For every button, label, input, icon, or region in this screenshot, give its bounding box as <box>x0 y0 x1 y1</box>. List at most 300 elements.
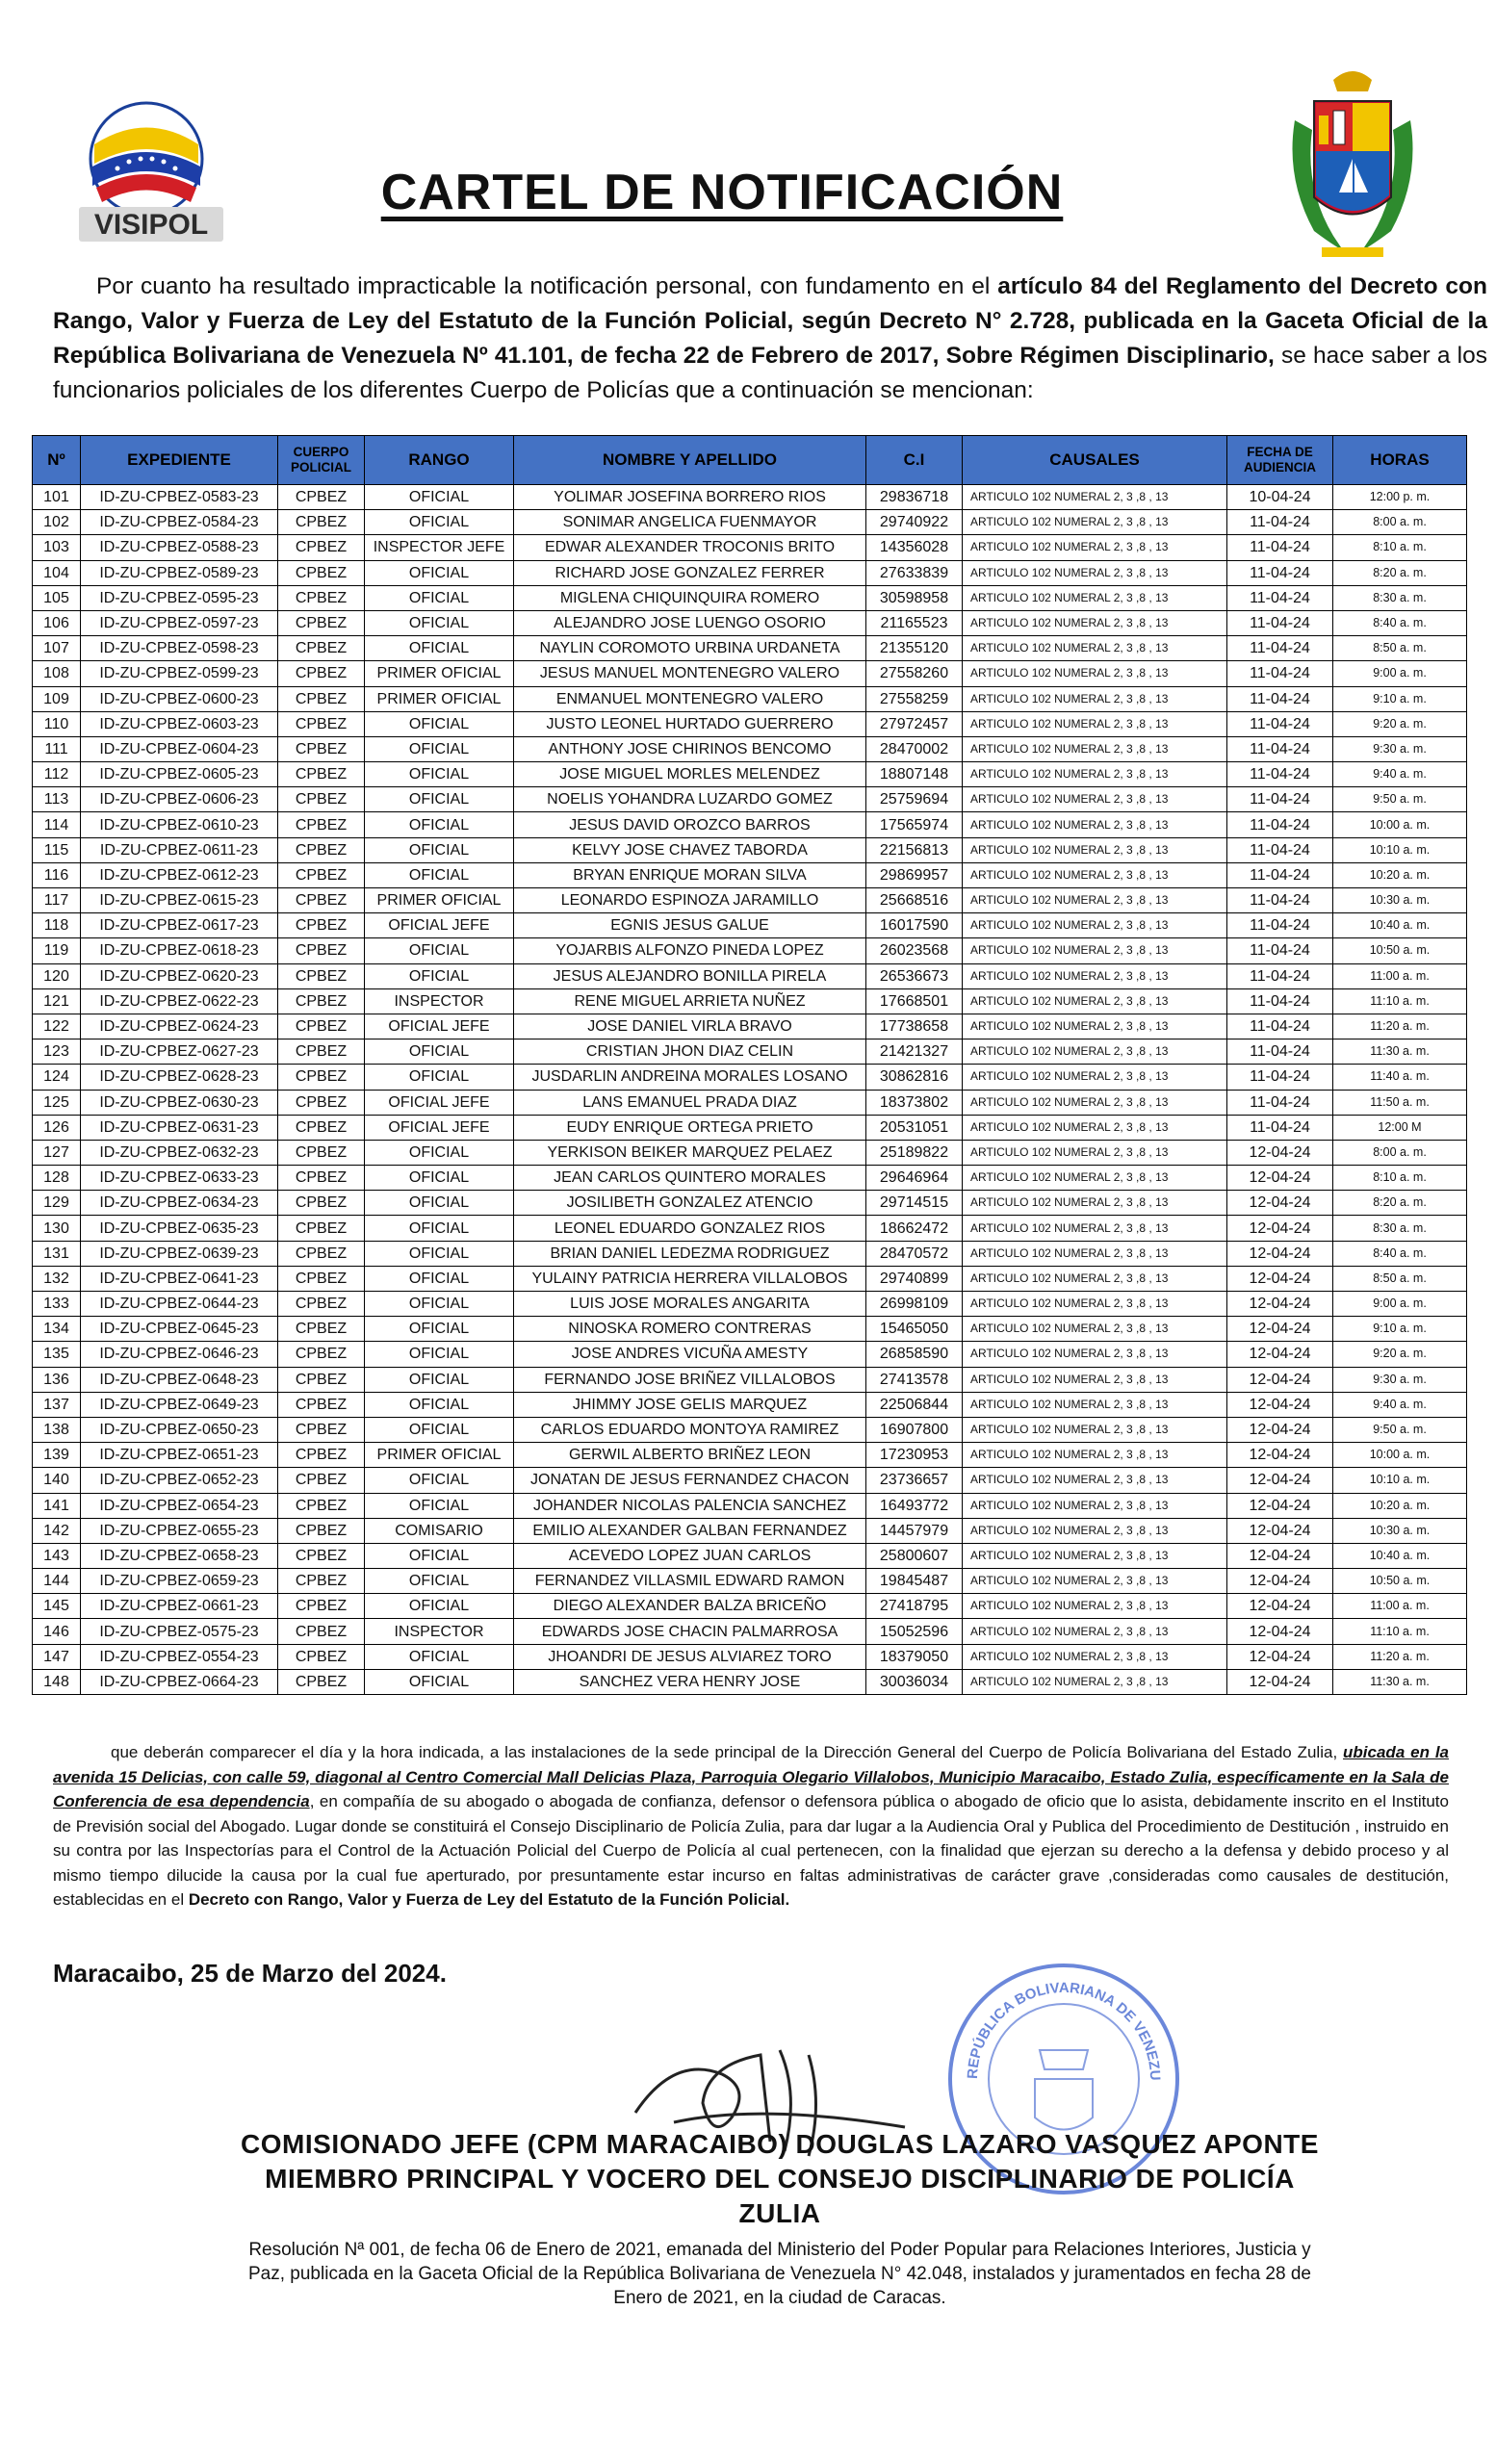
cell-cuerpo-policial: CPBEZ <box>278 485 365 510</box>
cell-hora: 8:40 a. m. <box>1333 610 1467 635</box>
cell-causales: ARTICULO 102 NUMERAL 2, 3 ,8 , 13 <box>963 1594 1227 1619</box>
cell-cedula: 25759694 <box>866 787 963 812</box>
cell-cedula: 21355120 <box>866 636 963 661</box>
cell-cedula: 15052596 <box>866 1619 963 1644</box>
cell-expediente: ID-ZU-CPBEZ-0624-23 <box>81 1014 278 1039</box>
cell-fecha-audiencia: 11-04-24 <box>1227 661 1333 686</box>
cell-fecha-audiencia: 11-04-24 <box>1227 913 1333 938</box>
cell-causales: ARTICULO 102 NUMERAL 2, 3 ,8 , 13 <box>963 812 1227 837</box>
cell-expediente: ID-ZU-CPBEZ-0627-23 <box>81 1040 278 1065</box>
cell-cedula: 18379050 <box>866 1644 963 1669</box>
cell-row-number: 104 <box>33 560 81 585</box>
cell-cuerpo-policial: CPBEZ <box>278 1392 365 1417</box>
cell-rango: OFICIAL <box>365 938 514 963</box>
cell-cuerpo-policial: CPBEZ <box>278 1619 365 1644</box>
cell-cuerpo-policial: CPBEZ <box>278 1065 365 1090</box>
cell-expediente: ID-ZU-CPBEZ-0628-23 <box>81 1065 278 1090</box>
cell-nombre-apellido: LEONEL EDUARDO GONZALEZ RIOS <box>514 1216 866 1241</box>
table-row <box>33 1417 1467 1442</box>
cell-causales: ARTICULO 102 NUMERAL 2, 3 ,8 , 13 <box>963 1644 1227 1669</box>
cell-expediente: ID-ZU-CPBEZ-0649-23 <box>81 1392 278 1417</box>
cell-causales: ARTICULO 102 NUMERAL 2, 3 ,8 , 13 <box>963 1191 1227 1216</box>
table-row <box>33 913 1467 938</box>
cell-cuerpo-policial: CPBEZ <box>278 1115 365 1140</box>
col-header: FECHA DE AUDIENCIA <box>1227 436 1333 485</box>
cell-rango: OFICIAL <box>365 1342 514 1367</box>
cell-hora: 11:10 a. m. <box>1333 1619 1467 1644</box>
table-row <box>33 787 1467 812</box>
cell-cuerpo-policial: CPBEZ <box>278 560 365 585</box>
cell-fecha-audiencia: 11-04-24 <box>1227 812 1333 837</box>
cell-causales: ARTICULO 102 NUMERAL 2, 3 ,8 , 13 <box>963 1292 1227 1317</box>
cell-rango: OFICIAL <box>365 1266 514 1291</box>
table-row <box>33 711 1467 736</box>
cell-rango: COMISARIO <box>365 1518 514 1543</box>
table-body <box>33 485 1467 1695</box>
cell-nombre-apellido: FERNANDEZ VILLASMIL EDWARD RAMON <box>514 1569 866 1594</box>
cell-row-number: 118 <box>33 913 81 938</box>
cell-row-number: 123 <box>33 1040 81 1065</box>
cell-fecha-audiencia: 11-04-24 <box>1227 1090 1333 1115</box>
cell-cedula: 26858590 <box>866 1342 963 1367</box>
table-row <box>33 560 1467 585</box>
cell-rango: OFICIAL <box>365 1040 514 1065</box>
cell-expediente: ID-ZU-CPBEZ-0622-23 <box>81 988 278 1014</box>
cell-causales: ARTICULO 102 NUMERAL 2, 3 ,8 , 13 <box>963 1468 1227 1493</box>
cell-hora: 10:00 a. m. <box>1333 812 1467 837</box>
cell-nombre-apellido: JEAN CARLOS QUINTERO MORALES <box>514 1166 866 1191</box>
table-row <box>33 661 1467 686</box>
cell-rango: OFICIAL <box>365 1493 514 1518</box>
cell-cedula: 29740899 <box>866 1266 963 1291</box>
cell-row-number: 142 <box>33 1518 81 1543</box>
cell-rango: OFICIAL <box>365 812 514 837</box>
cell-causales: ARTICULO 102 NUMERAL 2, 3 ,8 , 13 <box>963 1140 1227 1165</box>
cell-rango: OFICIAL <box>365 585 514 610</box>
cell-expediente: ID-ZU-CPBEZ-0632-23 <box>81 1140 278 1165</box>
page-title: CARTEL DE NOTIFICACIÓN <box>380 165 1064 220</box>
cell-hora: 9:10 a. m. <box>1333 1317 1467 1342</box>
cell-causales: ARTICULO 102 NUMERAL 2, 3 ,8 , 13 <box>963 1417 1227 1442</box>
cell-expediente: ID-ZU-CPBEZ-0599-23 <box>81 661 278 686</box>
summons-paragraph <box>53 1740 1449 1912</box>
cell-cuerpo-policial: CPBEZ <box>278 1266 365 1291</box>
table-row <box>33 1191 1467 1216</box>
table-row <box>33 610 1467 635</box>
cell-causales: ARTICULO 102 NUMERAL 2, 3 ,8 , 13 <box>963 787 1227 812</box>
cell-cuerpo-policial: CPBEZ <box>278 1594 365 1619</box>
cell-cedula: 27418795 <box>866 1594 963 1619</box>
cell-cedula: 16017590 <box>866 913 963 938</box>
table-row <box>33 1392 1467 1417</box>
cell-causales: ARTICULO 102 NUMERAL 2, 3 ,8 , 13 <box>963 1090 1227 1115</box>
cell-nombre-apellido: EGNIS JESUS GALUE <box>514 913 866 938</box>
col-header: EXPEDIENTE <box>81 436 278 485</box>
cell-fecha-audiencia: 11-04-24 <box>1227 560 1333 585</box>
table-row <box>33 736 1467 761</box>
intro-text-bold: artículo 84 del Reglamento del Decreto con Rango, Valor y Fuerza de Ley del Estatuto de la Función Policial, según Decreto N° 2.728, publicada en la Gaceta Oficial de la República Bolivariana de Venezuela Nº 41.101, de fecha 22 de Febrero de 2017, Sobre Régimen Disciplinario, <box>53 273 1487 369</box>
cell-nombre-apellido: JUSTO LEONEL HURTADO GUERRERO <box>514 711 866 736</box>
cell-hora: 11:20 a. m. <box>1333 1014 1467 1039</box>
cell-cedula: 29740922 <box>866 510 963 535</box>
cell-causales: ARTICULO 102 NUMERAL 2, 3 ,8 , 13 <box>963 862 1227 887</box>
cell-nombre-apellido: FERNANDO JOSE BRIÑEZ VILLALOBOS <box>514 1367 866 1392</box>
cell-fecha-audiencia: 11-04-24 <box>1227 1014 1333 1039</box>
cell-rango: OFICIAL <box>365 485 514 510</box>
cell-causales: ARTICULO 102 NUMERAL 2, 3 ,8 , 13 <box>963 913 1227 938</box>
cell-causales: ARTICULO 102 NUMERAL 2, 3 ,8 , 13 <box>963 636 1227 661</box>
cell-hora: 8:30 a. m. <box>1333 585 1467 610</box>
cell-causales: ARTICULO 102 NUMERAL 2, 3 ,8 , 13 <box>963 1266 1227 1291</box>
summons-decree: Decreto con Rango, Valor y Fuerza de Ley del Estatuto de la Función Policial. <box>188 1890 790 1909</box>
cell-rango: INSPECTOR <box>365 988 514 1014</box>
cell-fecha-audiencia: 11-04-24 <box>1227 888 1333 913</box>
cell-rango: PRIMER OFICIAL <box>365 1443 514 1468</box>
table-row <box>33 1317 1467 1342</box>
resolution-text: Resolución Nª 001, de fecha 06 de Enero de 2021, emanada del Ministerio del Poder Popular para Relaciones Interiores, Justicia y Paz, publicada en la Gaceta Oficial de la República Bolivariana de Venezuela N° 42.048, instalados y juramentados en fecha 28 de Enero de 2021, en la ciudad de Caracas. <box>248 2240 1311 2308</box>
cell-cedula: 25668516 <box>866 888 963 913</box>
cell-causales: ARTICULO 102 NUMERAL 2, 3 ,8 , 13 <box>963 1115 1227 1140</box>
table-row <box>33 1493 1467 1518</box>
cell-fecha-audiencia: 11-04-24 <box>1227 686 1333 711</box>
cell-row-number: 127 <box>33 1140 81 1165</box>
cell-cuerpo-policial: CPBEZ <box>278 963 365 988</box>
cell-cedula: 16907800 <box>866 1417 963 1442</box>
table-row <box>33 1569 1467 1594</box>
cell-nombre-apellido: RENE MIGUEL ARRIETA NUÑEZ <box>514 988 866 1014</box>
cell-nombre-apellido: JOSE DANIEL VIRLA BRAVO <box>514 1014 866 1039</box>
cell-row-number: 121 <box>33 988 81 1014</box>
cell-hora: 10:40 a. m. <box>1333 913 1467 938</box>
cell-row-number: 108 <box>33 661 81 686</box>
cell-expediente: ID-ZU-CPBEZ-0620-23 <box>81 963 278 988</box>
svg-text:REPÚBLICA BOLIVARIANA DE VENEZ <box>939 1935 1163 2081</box>
cell-expediente: ID-ZU-CPBEZ-0631-23 <box>81 1115 278 1140</box>
cell-rango: OFICIAL <box>365 510 514 535</box>
cell-expediente: ID-ZU-CPBEZ-0659-23 <box>81 1569 278 1594</box>
cell-fecha-audiencia: 12-04-24 <box>1227 1166 1333 1191</box>
table-row <box>33 1292 1467 1317</box>
cell-cuerpo-policial: CPBEZ <box>278 736 365 761</box>
summons-text-2: , en compañía de su abogado o abogada de confianza, defensor o defensora pública o abogado de oficio que lo asista, debidamente inscrito en el Instituto de Previsión social del Abogado. Lugar donde se constituirá el Consejo Disciplinario de Policía Zulia, para dar lugar a la Audiencia Oral y Publica del Procedimiento de Destitución , instruido en su contra por las Inspectorías para el Control de la Actuación Policial del Cuerpo de Policía al cual pertenecen, con la finalidad que ejerzan su derecho a la defensa y debido proceso y al mismo tiempo dilucide la causa por la cual fue aperturado, por presuntamente estar incurso en faltas administrativas de carácter grave ,consideradas como causales de destitución, establecidas en el <box>53 1792 1449 1909</box>
cell-hora: 11:50 a. m. <box>1333 1090 1467 1115</box>
cell-expediente: ID-ZU-CPBEZ-0664-23 <box>81 1669 278 1694</box>
cell-expediente: ID-ZU-CPBEZ-0639-23 <box>81 1241 278 1266</box>
cell-nombre-apellido: EUDY ENRIQUE ORTEGA PRIETO <box>514 1115 866 1140</box>
cell-hora: 11:00 a. m. <box>1333 963 1467 988</box>
cell-row-number: 109 <box>33 686 81 711</box>
cell-hora: 8:50 a. m. <box>1333 1266 1467 1291</box>
cell-row-number: 140 <box>33 1468 81 1493</box>
cell-cuerpo-policial: CPBEZ <box>278 762 365 787</box>
cell-fecha-audiencia: 12-04-24 <box>1227 1140 1333 1165</box>
cell-nombre-apellido: DIEGO ALEXANDER BALZA BRICEÑO <box>514 1594 866 1619</box>
cell-fecha-audiencia: 12-04-24 <box>1227 1669 1333 1694</box>
signer-title: COMISIONADO JEFE (CPM MARACAIBO) DOUGLAS LAZARO VASQUEZ APONTE <box>241 2129 1319 2159</box>
table-row <box>33 1644 1467 1669</box>
cell-row-number: 119 <box>33 938 81 963</box>
cell-rango: OFICIAL <box>365 711 514 736</box>
cell-cedula: 26998109 <box>866 1292 963 1317</box>
cell-cedula: 25189822 <box>866 1140 963 1165</box>
cell-nombre-apellido: NOELIS YOHANDRA LUZARDO GOMEZ <box>514 787 866 812</box>
cell-cedula: 23736657 <box>866 1468 963 1493</box>
table-row <box>33 636 1467 661</box>
cell-rango: OFICIAL <box>365 1644 514 1669</box>
col-header: HORAS <box>1333 436 1467 485</box>
cell-fecha-audiencia: 12-04-24 <box>1227 1292 1333 1317</box>
cell-row-number: 148 <box>33 1669 81 1694</box>
cell-causales: ARTICULO 102 NUMERAL 2, 3 ,8 , 13 <box>963 1216 1227 1241</box>
cell-cuerpo-policial: CPBEZ <box>278 636 365 661</box>
cell-cuerpo-policial: CPBEZ <box>278 1040 365 1065</box>
cell-rango: OFICIAL JEFE <box>365 913 514 938</box>
cell-rango: OFICIAL <box>365 837 514 862</box>
cell-rango: OFICIAL <box>365 1241 514 1266</box>
cell-row-number: 135 <box>33 1342 81 1367</box>
cell-expediente: ID-ZU-CPBEZ-0654-23 <box>81 1493 278 1518</box>
cell-rango: PRIMER OFICIAL <box>365 888 514 913</box>
cell-rango: PRIMER OFICIAL <box>365 686 514 711</box>
cell-row-number: 130 <box>33 1216 81 1241</box>
cell-causales: ARTICULO 102 NUMERAL 2, 3 ,8 , 13 <box>963 610 1227 635</box>
cell-nombre-apellido: JOSE MIGUEL MORLES MELENDEZ <box>514 762 866 787</box>
cell-hora: 9:40 a. m. <box>1333 762 1467 787</box>
table-row <box>33 1443 1467 1468</box>
cell-cedula: 27633839 <box>866 560 963 585</box>
cell-nombre-apellido: EDWAR ALEXANDER TROCONIS BRITO <box>514 535 866 560</box>
cell-expediente: ID-ZU-CPBEZ-0597-23 <box>81 610 278 635</box>
cell-cuerpo-policial: CPBEZ <box>278 510 365 535</box>
cell-hora: 8:00 a. m. <box>1333 1140 1467 1165</box>
cell-expediente: ID-ZU-CPBEZ-0606-23 <box>81 787 278 812</box>
cell-cedula: 18373802 <box>866 1090 963 1115</box>
cell-nombre-apellido: RICHARD JOSE GONZALEZ FERRER <box>514 560 866 585</box>
cell-expediente: ID-ZU-CPBEZ-0648-23 <box>81 1367 278 1392</box>
col-header: CAUSALES <box>963 436 1227 485</box>
cell-cuerpo-policial: CPBEZ <box>278 913 365 938</box>
cell-nombre-apellido: BRIAN DANIEL LEDEZMA RODRIGUEZ <box>514 1241 866 1266</box>
cell-rango: OFICIAL <box>365 1140 514 1165</box>
cell-nombre-apellido: EMILIO ALEXANDER GALBAN FERNANDEZ <box>514 1518 866 1543</box>
cell-cedula: 19845487 <box>866 1569 963 1594</box>
cell-cedula: 26536673 <box>866 963 963 988</box>
zulia-coat-of-arms-icon <box>1276 63 1430 265</box>
cell-row-number: 139 <box>33 1443 81 1468</box>
cell-cuerpo-policial: CPBEZ <box>278 1644 365 1669</box>
cell-fecha-audiencia: 11-04-24 <box>1227 963 1333 988</box>
cell-row-number: 120 <box>33 963 81 988</box>
cell-cuerpo-policial: CPBEZ <box>278 661 365 686</box>
cell-cuerpo-policial: CPBEZ <box>278 988 365 1014</box>
cell-cuerpo-policial: CPBEZ <box>278 837 365 862</box>
table-row <box>33 585 1467 610</box>
cell-expediente: ID-ZU-CPBEZ-0588-23 <box>81 535 278 560</box>
cell-causales: ARTICULO 102 NUMERAL 2, 3 ,8 , 13 <box>963 837 1227 862</box>
cell-expediente: ID-ZU-CPBEZ-0584-23 <box>81 510 278 535</box>
cell-expediente: ID-ZU-CPBEZ-0600-23 <box>81 686 278 711</box>
cell-rango: OFICIAL <box>365 636 514 661</box>
cell-expediente: ID-ZU-CPBEZ-0650-23 <box>81 1417 278 1442</box>
cell-causales: ARTICULO 102 NUMERAL 2, 3 ,8 , 13 <box>963 535 1227 560</box>
cell-cedula: 29869957 <box>866 862 963 887</box>
cell-hora: 10:20 a. m. <box>1333 1493 1467 1518</box>
cell-fecha-audiencia: 12-04-24 <box>1227 1594 1333 1619</box>
table-row <box>33 938 1467 963</box>
intro-text-1: Por cuanto ha resultado impracticable la notificación personal, con fundamento en el <box>96 273 998 299</box>
cell-cedula: 20531051 <box>866 1115 963 1140</box>
cell-nombre-apellido: JHIMMY JOSE GELIS MARQUEZ <box>514 1392 866 1417</box>
cell-causales: ARTICULO 102 NUMERAL 2, 3 ,8 , 13 <box>963 1543 1227 1568</box>
cell-causales: ARTICULO 102 NUMERAL 2, 3 ,8 , 13 <box>963 938 1227 963</box>
cell-row-number: 102 <box>33 510 81 535</box>
cell-cedula: 17668501 <box>866 988 963 1014</box>
cell-rango: OFICIAL <box>365 736 514 761</box>
cell-cuerpo-policial: CPBEZ <box>278 862 365 887</box>
cell-cuerpo-policial: CPBEZ <box>278 1216 365 1241</box>
cell-nombre-apellido: YOLIMAR JOSEFINA BORRERO RIOS <box>514 485 866 510</box>
table-row <box>33 862 1467 887</box>
cell-expediente: ID-ZU-CPBEZ-0605-23 <box>81 762 278 787</box>
cell-cuerpo-policial: CPBEZ <box>278 1468 365 1493</box>
cell-nombre-apellido: EDWARDS JOSE CHACIN PALMARROSA <box>514 1619 866 1644</box>
cell-cuerpo-policial: CPBEZ <box>278 610 365 635</box>
cell-cedula: 28470002 <box>866 736 963 761</box>
cell-expediente: ID-ZU-CPBEZ-0611-23 <box>81 837 278 862</box>
table-row <box>33 1166 1467 1191</box>
cell-hora: 11:30 a. m. <box>1333 1669 1467 1694</box>
cell-nombre-apellido: KELVY JOSE CHAVEZ TABORDA <box>514 837 866 862</box>
cell-row-number: 144 <box>33 1569 81 1594</box>
signer-role: MIEMBRO PRINCIPAL Y VOCERO DEL CONSEJO DISCIPLINARIO DE POLICÍA <box>265 2164 1295 2194</box>
table-row <box>33 686 1467 711</box>
cell-nombre-apellido: BRYAN ENRIQUE MORAN SILVA <box>514 862 866 887</box>
cell-fecha-audiencia: 11-04-24 <box>1227 510 1333 535</box>
cell-rango: INSPECTOR JEFE <box>365 535 514 560</box>
cell-cedula: 21165523 <box>866 610 963 635</box>
cell-hora: 10:00 a. m. <box>1333 1443 1467 1468</box>
cell-nombre-apellido: YERKISON BEIKER MARQUEZ PELAEZ <box>514 1140 866 1165</box>
cell-hora: 11:20 a. m. <box>1333 1644 1467 1669</box>
cell-nombre-apellido: CARLOS EDUARDO MONTOYA RAMIREZ <box>514 1417 866 1442</box>
cell-expediente: ID-ZU-CPBEZ-0633-23 <box>81 1166 278 1191</box>
cell-rango: OFICIAL <box>365 1594 514 1619</box>
signer-block <box>226 2127 1333 2231</box>
cell-fecha-audiencia: 11-04-24 <box>1227 535 1333 560</box>
cell-cedula: 21421327 <box>866 1040 963 1065</box>
table-row <box>33 1266 1467 1291</box>
cell-fecha-audiencia: 11-04-24 <box>1227 837 1333 862</box>
cell-row-number: 134 <box>33 1317 81 1342</box>
cell-row-number: 115 <box>33 837 81 862</box>
cell-nombre-apellido: ENMANUEL MONTENEGRO VALERO <box>514 686 866 711</box>
cell-row-number: 138 <box>33 1417 81 1442</box>
intro-text-2: se hace saber a los funcionarios policiales de los diferentes Cuerpo de Policías que a continuación se mencionan: <box>53 343 1487 403</box>
cell-causales: ARTICULO 102 NUMERAL 2, 3 ,8 , 13 <box>963 1569 1227 1594</box>
cell-hora: 9:30 a. m. <box>1333 736 1467 761</box>
cell-fecha-audiencia: 11-04-24 <box>1227 736 1333 761</box>
cell-hora: 10:10 a. m. <box>1333 1468 1467 1493</box>
cell-causales: ARTICULO 102 NUMERAL 2, 3 ,8 , 13 <box>963 1241 1227 1266</box>
cell-hora: 8:10 a. m. <box>1333 1166 1467 1191</box>
cell-hora: 9:00 a. m. <box>1333 661 1467 686</box>
cell-rango: OFICIAL <box>365 1669 514 1694</box>
cell-row-number: 147 <box>33 1644 81 1669</box>
cell-row-number: 141 <box>33 1493 81 1518</box>
cell-fecha-audiencia: 12-04-24 <box>1227 1443 1333 1468</box>
cell-hora: 9:10 a. m. <box>1333 686 1467 711</box>
cell-cedula: 18662472 <box>866 1216 963 1241</box>
cell-fecha-audiencia: 12-04-24 <box>1227 1191 1333 1216</box>
col-header: C.I <box>866 436 963 485</box>
cell-expediente: ID-ZU-CPBEZ-0652-23 <box>81 1468 278 1493</box>
cell-row-number: 110 <box>33 711 81 736</box>
cell-row-number: 114 <box>33 812 81 837</box>
cell-cedula: 28470572 <box>866 1241 963 1266</box>
cell-fecha-audiencia: 11-04-24 <box>1227 1040 1333 1065</box>
cell-fecha-audiencia: 12-04-24 <box>1227 1216 1333 1241</box>
cell-fecha-audiencia: 12-04-24 <box>1227 1417 1333 1442</box>
cell-fecha-audiencia: 12-04-24 <box>1227 1392 1333 1417</box>
cell-hora: 10:30 a. m. <box>1333 1518 1467 1543</box>
cell-expediente: ID-ZU-CPBEZ-0617-23 <box>81 913 278 938</box>
cell-cedula: 30598958 <box>866 585 963 610</box>
cell-row-number: 111 <box>33 736 81 761</box>
cell-causales: ARTICULO 102 NUMERAL 2, 3 ,8 , 13 <box>963 1014 1227 1039</box>
cell-fecha-audiencia: 11-04-24 <box>1227 938 1333 963</box>
cell-cuerpo-policial: CPBEZ <box>278 787 365 812</box>
cell-nombre-apellido: JESUS ALEJANDRO BONILLA PIRELA <box>514 963 866 988</box>
cell-row-number: 136 <box>33 1367 81 1392</box>
col-header: RANGO <box>365 436 514 485</box>
cell-nombre-apellido: JESUS DAVID OROZCO BARROS <box>514 812 866 837</box>
cell-cuerpo-policial: CPBEZ <box>278 686 365 711</box>
cell-cedula: 17230953 <box>866 1443 963 1468</box>
cell-fecha-audiencia: 12-04-24 <box>1227 1619 1333 1644</box>
cell-row-number: 133 <box>33 1292 81 1317</box>
cell-expediente: ID-ZU-CPBEZ-0604-23 <box>81 736 278 761</box>
cell-hora: 8:20 a. m. <box>1333 560 1467 585</box>
cell-hora: 9:50 a. m. <box>1333 1417 1467 1442</box>
cell-hora: 10:10 a. m. <box>1333 837 1467 862</box>
cell-nombre-apellido: JONATAN DE JESUS FERNANDEZ CHACON <box>514 1468 866 1493</box>
summons-location: ubicada en la avenida 15 Delicias, con calle 59, diagonal al Centro Comercial Mall Delicias Plaza, Parroquia Olegario Villalobos, Municipio Maracaibo, Estado Zulia, específicamente en la Sala de Conferencia de esa dependencia <box>53 1743 1449 1810</box>
table-row <box>33 812 1467 837</box>
table-row <box>33 1468 1467 1493</box>
cell-rango: OFICIAL <box>365 963 514 988</box>
cell-expediente: ID-ZU-CPBEZ-0655-23 <box>81 1518 278 1543</box>
cell-hora: 8:00 a. m. <box>1333 510 1467 535</box>
table-row <box>33 1367 1467 1392</box>
cell-hora: 9:00 a. m. <box>1333 1292 1467 1317</box>
cell-rango: OFICIAL <box>365 1543 514 1568</box>
cell-fecha-audiencia: 12-04-24 <box>1227 1241 1333 1266</box>
cell-expediente: ID-ZU-CPBEZ-0575-23 <box>81 1619 278 1644</box>
cell-rango: OFICIAL <box>365 1468 514 1493</box>
visipol-logo-text: VISIPOL <box>93 209 209 241</box>
cell-fecha-audiencia: 11-04-24 <box>1227 787 1333 812</box>
table-row <box>33 485 1467 510</box>
cell-causales: ARTICULO 102 NUMERAL 2, 3 ,8 , 13 <box>963 988 1227 1014</box>
cell-nombre-apellido: YOJARBIS ALFONZO PINEDA LOPEZ <box>514 938 866 963</box>
cell-causales: ARTICULO 102 NUMERAL 2, 3 ,8 , 13 <box>963 510 1227 535</box>
cell-cuerpo-policial: CPBEZ <box>278 938 365 963</box>
cell-row-number: 113 <box>33 787 81 812</box>
cell-fecha-audiencia: 12-04-24 <box>1227 1342 1333 1367</box>
cell-nombre-apellido: LEONARDO ESPINOZA JARAMILLO <box>514 888 866 913</box>
cell-causales: ARTICULO 102 NUMERAL 2, 3 ,8 , 13 <box>963 585 1227 610</box>
cell-hora: 10:40 a. m. <box>1333 1543 1467 1568</box>
